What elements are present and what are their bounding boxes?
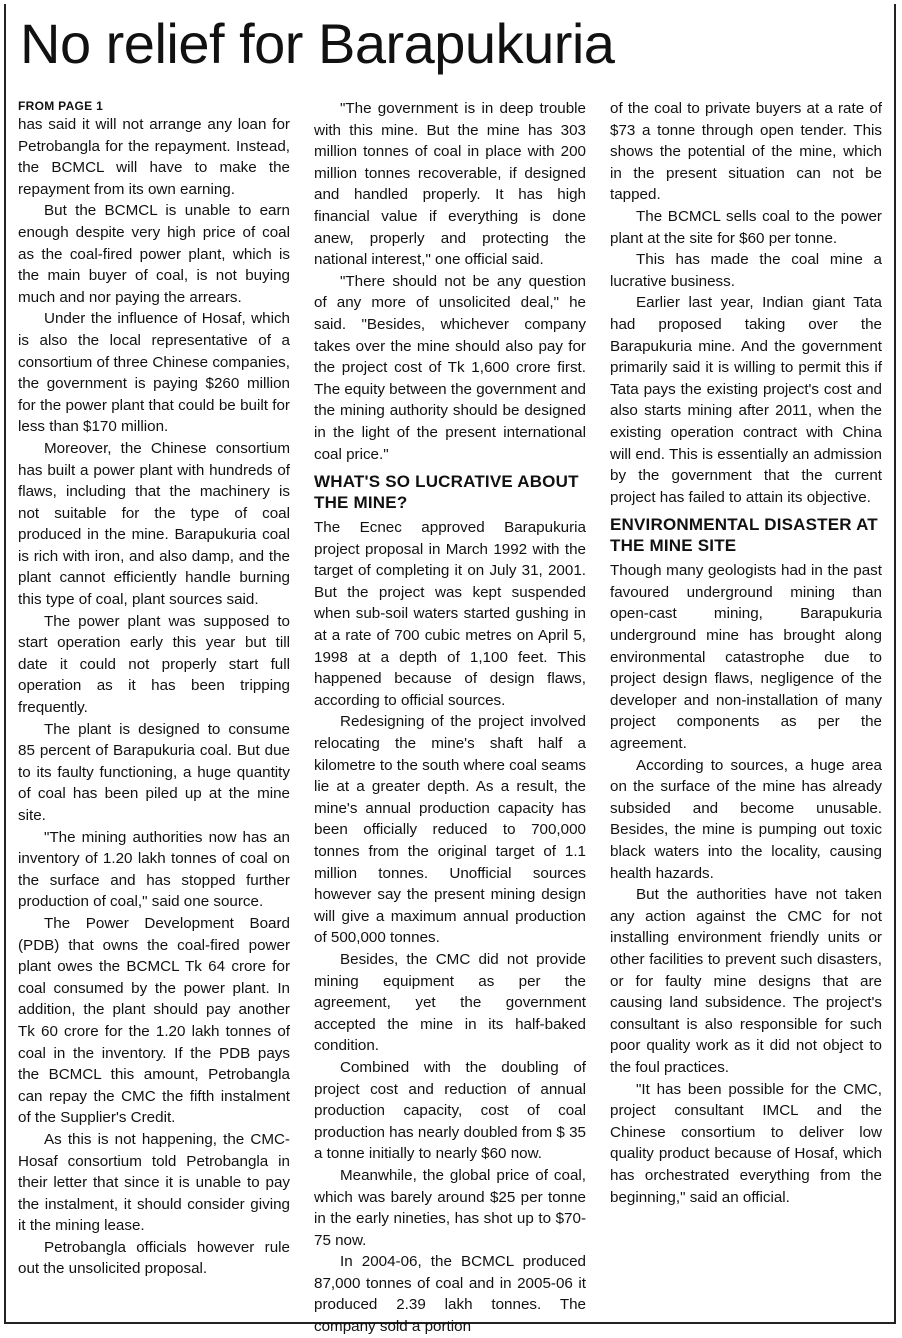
article-paragraph: of the coal to private buyers at a rate of $73 a tonne through open tender. This shows the potential of the mine, which in the present situation can not be tapped. [610, 100, 882, 204]
article-paragraph: The Ecnec approved Barapukuria project proposal in March 1992 with the target of completing it on July 31, 2001. But the project was kept suspended when sub-soil waters started gushing in at a rate of 700 cubic metres on April 5, 1998 at a depth of 1,100 feet. This happened because of design flaws, according to official sources. [314, 519, 586, 709]
article-paragraph: Earlier last year, Indian giant Tata had proposed taking over the Barapukuria mine. And the government primarily said it is willing to permit this if Tata pays the existing project's cost and also starts mining after 2011, when the existing operation contract with China will end. This is essentially an admission by the government that the current project has failed to attain its objective. [610, 294, 882, 506]
article-paragraph: has said it will not arrange any loan for Petrobangla for the repayment. Instead, the BCMCL will have to make the repayment from its own earning. [18, 116, 290, 198]
section-subhead: WHAT'S SO LUCRATIVE ABOUT THE MINE? [314, 472, 579, 513]
article-paragraph: Redesigning of the project involved relocating the mine's shaft half a kilometre to the south where coal seams lie at a greater depth. As a result, the mine's annual production capacity has been officially reduced to 700,000 tonnes from the original target of 1.1 million tonnes. Unofficial sources however say the present mining design will give a maximum annual production of 500,000 tonnes. [314, 713, 586, 947]
left-border-rule [4, 4, 6, 1323]
article-paragraph: "The government is in deep trouble with this mine. But the mine has 303 million tonnes of coal in place with 200 million tonnes recoverable, if designed and handled properly. It has high financial value if everything is done anew, properly and protecting the national interest," one official said. [314, 100, 586, 269]
article-paragraph: In 2004-06, the BCMCL produced 87,000 tonnes of coal and in 2005-06 it produced 2.39 lakh tonnes. The company sold a portion [314, 1253, 586, 1336]
right-border-rule [894, 4, 896, 1323]
headline: No relief for Barapukuria [20, 12, 615, 75]
column-2-body [314, 98, 586, 1338]
article-paragraph: The Power Development Board (PDB) that owns the coal-fired power plant owes the BCMCL Tk 64 crore for coal consumed by the power plant. In addition, the plant should pay another Tk 60 crore for the 1.20 lakh tonnes of coal in the inventory. If the PDB pays the BCMCL this amount, Petrobangla can repay the CMC the fifth instalment of the Supplier's Credit. [18, 914, 290, 1127]
article-paragraph: According to sources, a huge area on the surface of the mine has already subsided and become unusable. Besides, the mine is pumping out toxic black waters into the locality, causing health hazards. [610, 756, 882, 882]
article-paragraph: But the authorities have not taken any action against the CMC for not installing environment friendly units or other facilities to prevent such disasters, or for faulty mine designs that are causing land subsidence. The project's consultant is also responsible for such poor quality work as it did not object to the foul practices. [610, 886, 882, 1076]
column-3-body [610, 98, 882, 1208]
article-paragraph: Under the influence of Hosaf, which is also the local representative of a consortium of three Chinese companies, the government is paying $260 million for the power plant that could be built for less than $170 million. [18, 310, 290, 436]
article-paragraph: But the BCMCL is unable to earn enough despite very high price of coal as the coal-fired power plant, which is the main buyer of coal, is not buying much and nor paying the arrears. [18, 202, 290, 306]
article-column-2 [314, 98, 586, 1338]
article-paragraph: "It has been possible for the CMC, project consultant IMCL and the Chinese consortium to deliver low quality product because of Hosaf, which has orchestrated everything from the beginning," said an official. [610, 1080, 882, 1206]
article-paragraph: As this is not happening, the CMC-Hosaf consortium told Petrobangla in their letter that since it is unable to pay the instalment, it should consider giving it the mining lease. [18, 1130, 290, 1235]
article-paragraph: The power plant was supposed to start operation early this year but till date it could not properly start full operation as it has been tripping frequently. [18, 612, 290, 717]
article-paragraph: Meanwhile, the global price of coal, which was barely around $25 per tonne in the early nineties, has shot up to $70-75 now. [314, 1166, 586, 1249]
article-paragraph: "The mining authorities now has an inventory of 1.20 lakh tonnes of coal on the surface and has stopped further production of coal," said one source. [18, 828, 290, 911]
article-paragraph: Petrobangla officials however rule out the unsolicited proposal. [18, 1238, 290, 1278]
article-paragraph: Though many geologists had in the past favoured underground mining than open-cast mining, Barapukuria underground mine has brought along environmental catastrophe due to project design flaws, negligence of the developer and non-installation of many project components as per the agreement. [610, 562, 882, 753]
article-column-3 [610, 98, 882, 1208]
article-paragraph: Moreover, the Chinese consortium has built a power plant with hundreds of flaws, including that the machinery is not suitable for the type of coal produced in the mine. Barapukuria coal is rich with iron, and also damp, and the plant cannot efficiently handle burning this type of coal, plant sources said. [18, 439, 290, 609]
article-paragraph: Besides, the CMC did not provide mining equipment as per the agreement, yet the government accepted the mine in its half-baked condition. [314, 950, 586, 1055]
article-paragraph: Combined with the doubling of project cost and reduction of annual production capacity, cost of coal production has nearly doubled from $ 35 a tonne initially to nearly $60 now. [314, 1058, 586, 1163]
article-paragraph: This has made the coal mine a lucrative business. [610, 251, 882, 290]
article-paragraph: The BCMCL sells coal to the power plant at the site for $60 per tonne. [610, 207, 882, 247]
jump-kicker: FROM PAGE 1 [18, 99, 104, 113]
article-column-1 [18, 98, 290, 1280]
article-paragraph: "There should not be any question of any more of unsolicited deal," he said. "Besides, whichever company takes over the mine should also pay for the project cost of Tk 1,600 crore first. The equity between the government and the mining authority should be designed in the light of the present international coal price." [314, 272, 586, 463]
column-1-body [18, 114, 290, 1280]
article-paragraph: The plant is designed to consume 85 percent of Barapukuria coal. But due to its faulty functioning, a huge quantity of coal has been piled up at the mine site. [18, 720, 290, 824]
section-subhead: ENVIRONMENTAL DISASTER AT THE MINE SITE [610, 515, 878, 556]
